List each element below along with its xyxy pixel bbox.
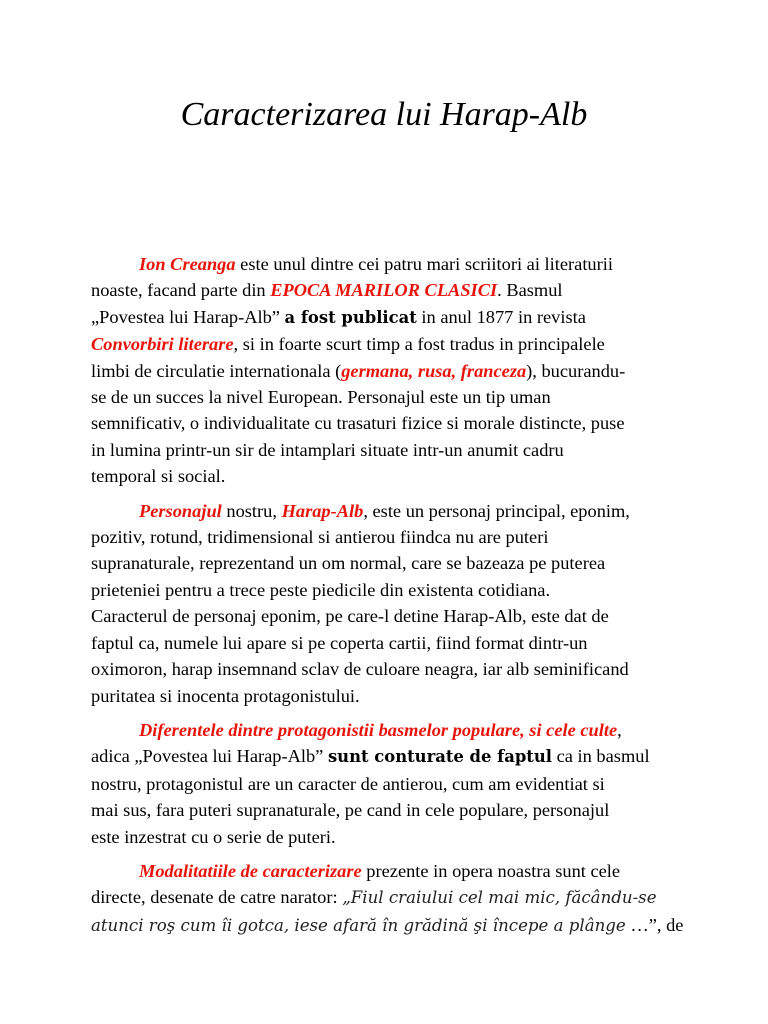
line <box>91 304 691 331</box>
text-span: este unul dintre cei patru mari scriitori ai literaturii <box>235 254 613 274</box>
line: semnificativ, o individualitate cu trasaturi fizice si morale distincte, puse <box>91 413 625 434</box>
line <box>91 884 691 911</box>
text-span: nostru, <box>221 500 282 521</box>
line <box>91 331 691 357</box>
text-span: prezente in opera noastra sunt cele <box>361 860 621 881</box>
text-span: , este un personaj principal, eponim, <box>363 500 630 521</box>
line: faptul ca, numele lui apare si pe coperta cartii, fiind format dintr-un <box>91 632 588 653</box>
line <box>91 498 691 524</box>
line: pozitiv, rotund, tridimensional si antierou fiindca nu are puteri <box>91 527 549 548</box>
text-span: ca in basmul <box>552 746 650 767</box>
line: prieteniei pentru a trece peste piedicile din existenta cotidiana. <box>91 579 551 600</box>
line: oximoron, harap insemnand sclav de culoare neagra, iar alb seminificand <box>91 659 629 680</box>
document-body <box>91 251 691 947</box>
languages: germana, rusa, franceza <box>341 360 527 381</box>
text-span: „Povestea lui Harap-Alb” <box>91 306 285 327</box>
quote: atunci roş cum îi gotca, iese afară în grădină şi începe a plânge <box>91 915 626 935</box>
text-span: adica „Povestea lui Harap-Alb” <box>91 746 328 767</box>
line <box>91 251 691 277</box>
line <box>91 858 691 884</box>
highlight-differences: Diferentele dintre protagonistii basmelor populare, si cele culte <box>139 719 618 740</box>
line <box>91 358 691 384</box>
line <box>91 717 691 743</box>
text-span: noaste, facand parte din <box>91 280 271 301</box>
line: se de un succes la nivel European. Personajul este un tip uman <box>91 387 551 408</box>
line: in lumina printr-un sir de intamplari situate intr-un anumit cadru <box>91 439 564 460</box>
text-span: …”, de <box>625 914 684 935</box>
paragraph-3 <box>91 717 691 850</box>
line: nostru, protagonistul are un caracter de antierou, cum am evidentiat si <box>91 773 605 794</box>
bold-phrase: sunt conturate de faptul <box>327 747 552 767</box>
line: temporal si social. <box>91 466 226 487</box>
author-name: Ion Creanga <box>139 254 236 274</box>
paragraph-4 <box>91 858 691 939</box>
line: este inzestrat cu o serie de puteri. <box>91 826 336 847</box>
text-span: in anul 1877 in revista <box>416 306 586 327</box>
line: supranaturale, reprezentand un om normal, care se bazeaza pe puterea <box>91 553 606 574</box>
line <box>91 743 691 770</box>
highlight-modalities: Modalitatiile de caracterizare <box>139 860 362 881</box>
paragraph-1 <box>91 251 691 490</box>
line: puritatea si inocenta protagonistului. <box>91 685 360 706</box>
bold-phrase: a fost publicat <box>284 307 417 327</box>
text-span: , <box>617 719 622 740</box>
quote: „Fiul craiului cel mai mic, făcându-se <box>342 888 657 908</box>
line: mai sus, fara puteri supranaturale, pe cand in cele populare, personajul <box>91 800 610 821</box>
magazine-name: Convorbiri literare <box>91 334 234 355</box>
line: Caracterul de personaj eponim, pe care-l detine Harap-Alb, este dat de <box>91 606 609 627</box>
line <box>91 277 691 303</box>
highlight-harap-alb: Harap-Alb <box>281 500 364 521</box>
text-span: . Basmul <box>497 280 563 301</box>
line <box>91 912 691 939</box>
paragraph-2 <box>91 498 691 709</box>
text-span: limbi de circulatie internationala ( <box>91 360 342 381</box>
text-span: directe, desenate de catre narator: <box>91 887 343 908</box>
page-title: Caracterizarea lui Harap-Alb <box>180 96 588 133</box>
epoch-name: EPOCA MARILOR CLASICI <box>270 280 498 301</box>
highlight-personajul: Personajul <box>139 500 222 521</box>
text-span: , si in foarte scurt timp a fost tradus in principalele <box>233 334 605 355</box>
text-span: ), bucurandu- <box>526 360 626 381</box>
